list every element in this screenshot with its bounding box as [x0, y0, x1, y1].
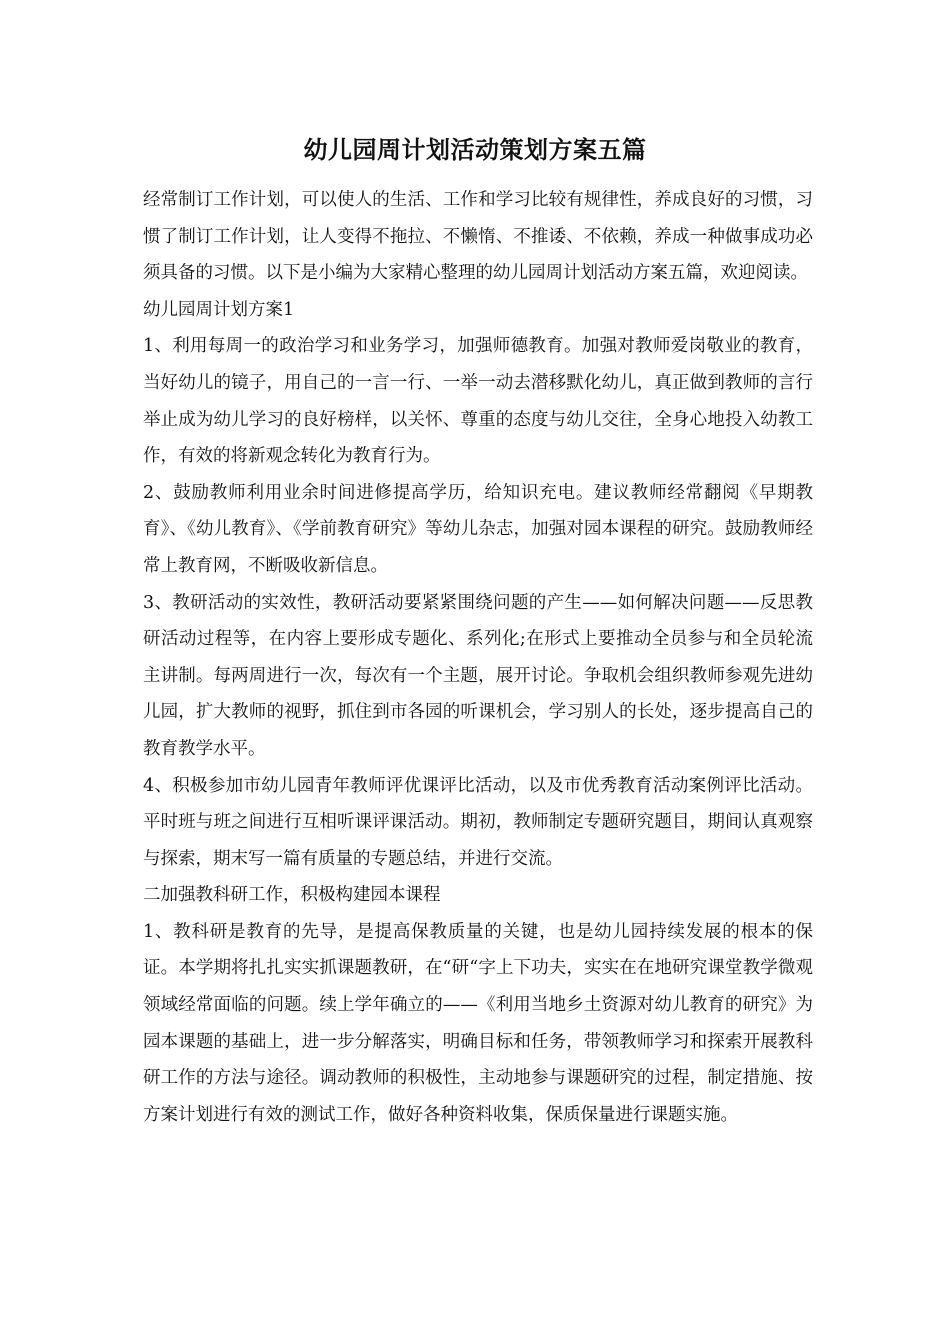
intro-paragraph: 经常制订工作计划，可以使人的生活、工作和学习比较有规律性，养成良好的习惯，习惯了制订工作计划，让人变得不拖拉、不懒惰、不推诿、不依赖，养成一种做事成功必须具备的习惯。以下是小编为大家精心整理的幼儿园周计划活动方案五篇，欢迎阅读。 [143, 190, 813, 284]
body-paragraph: 1、利用每周一的政治学习和业务学习，加强师德教育。加强对教师爱岗敬业的教育，当好幼儿的镜子，用自己的一言一行、一举一动去潜移默化幼儿，真正做到教师的言行举止成为幼儿学习的良好榜样，以关怀、尊重的态度与幼儿交往，全身心地投入幼教工作，有效的将新观念转化为教育行为。 [143, 336, 813, 467]
body-paragraph: 4、积极参加市幼儿园青年教师评优课评比活动，以及市优秀教育活动案例评比活动。平时班与班之间进行互相听课评课活动。期初，教师制定专题研究题目，期间认真观察与探索，期末写一篇有质量的专题总结，并进行交流。 [143, 775, 813, 869]
document-body [143, 182, 813, 1133]
body-paragraph: 3、教研活动的实效性，教研活动要紧紧围绕问题的产生——如何解决问题——反思教研活动过程等，在内容上要形成专题化、系列化;在形式上要推动全员参与和全员轮流主讲制。每两周进行一次，每次有一个主题，展开讨论。争取机会组织教师参观先进幼儿园，扩大教师的视野，抓住到市各园的听课机会，学习别人的长处，逐步提高自己的教育教学水平。 [143, 592, 813, 759]
body-paragraph: 1、教科研是教育的先导，是提高保教质量的关键，也是幼儿园持续发展的根本的保证。本学期将扎扎实实抓课题教研，在“研“字上下功夫，实实在在地研究课堂教学微观领域经常面临的问题。续上学年确立的——《利用当地乡土资源对幼儿教育的研究》为园本课题的基础上，进一步分解落实，明确目标和任务，带领教师学习和探索开展教科研工作的方法与途径。调动教师的积极性，主动地参与课题研究的过程，制定措施、按方案计划进行有效的测试工作，做好各种资料收集，保质保量进行课题实施。 [143, 921, 813, 1125]
page-title: 幼儿园周计划活动策划方案五篇 [303, 135, 647, 164]
body-paragraph: 2、鼓励教师利用业余时间进修提高学历，给知识充电。建议教师经常翻阅《早期教育》、《幼儿教育》、《学前教育研究》等幼儿杂志，加强对园本课程的研究。鼓励教师经常上教育网，不断吸收新信息。 [143, 482, 813, 576]
section-heading: 二加强教科研工作，积极构建园本课程 [143, 885, 441, 906]
section-heading: 幼儿园周计划方案1 [143, 299, 295, 320]
